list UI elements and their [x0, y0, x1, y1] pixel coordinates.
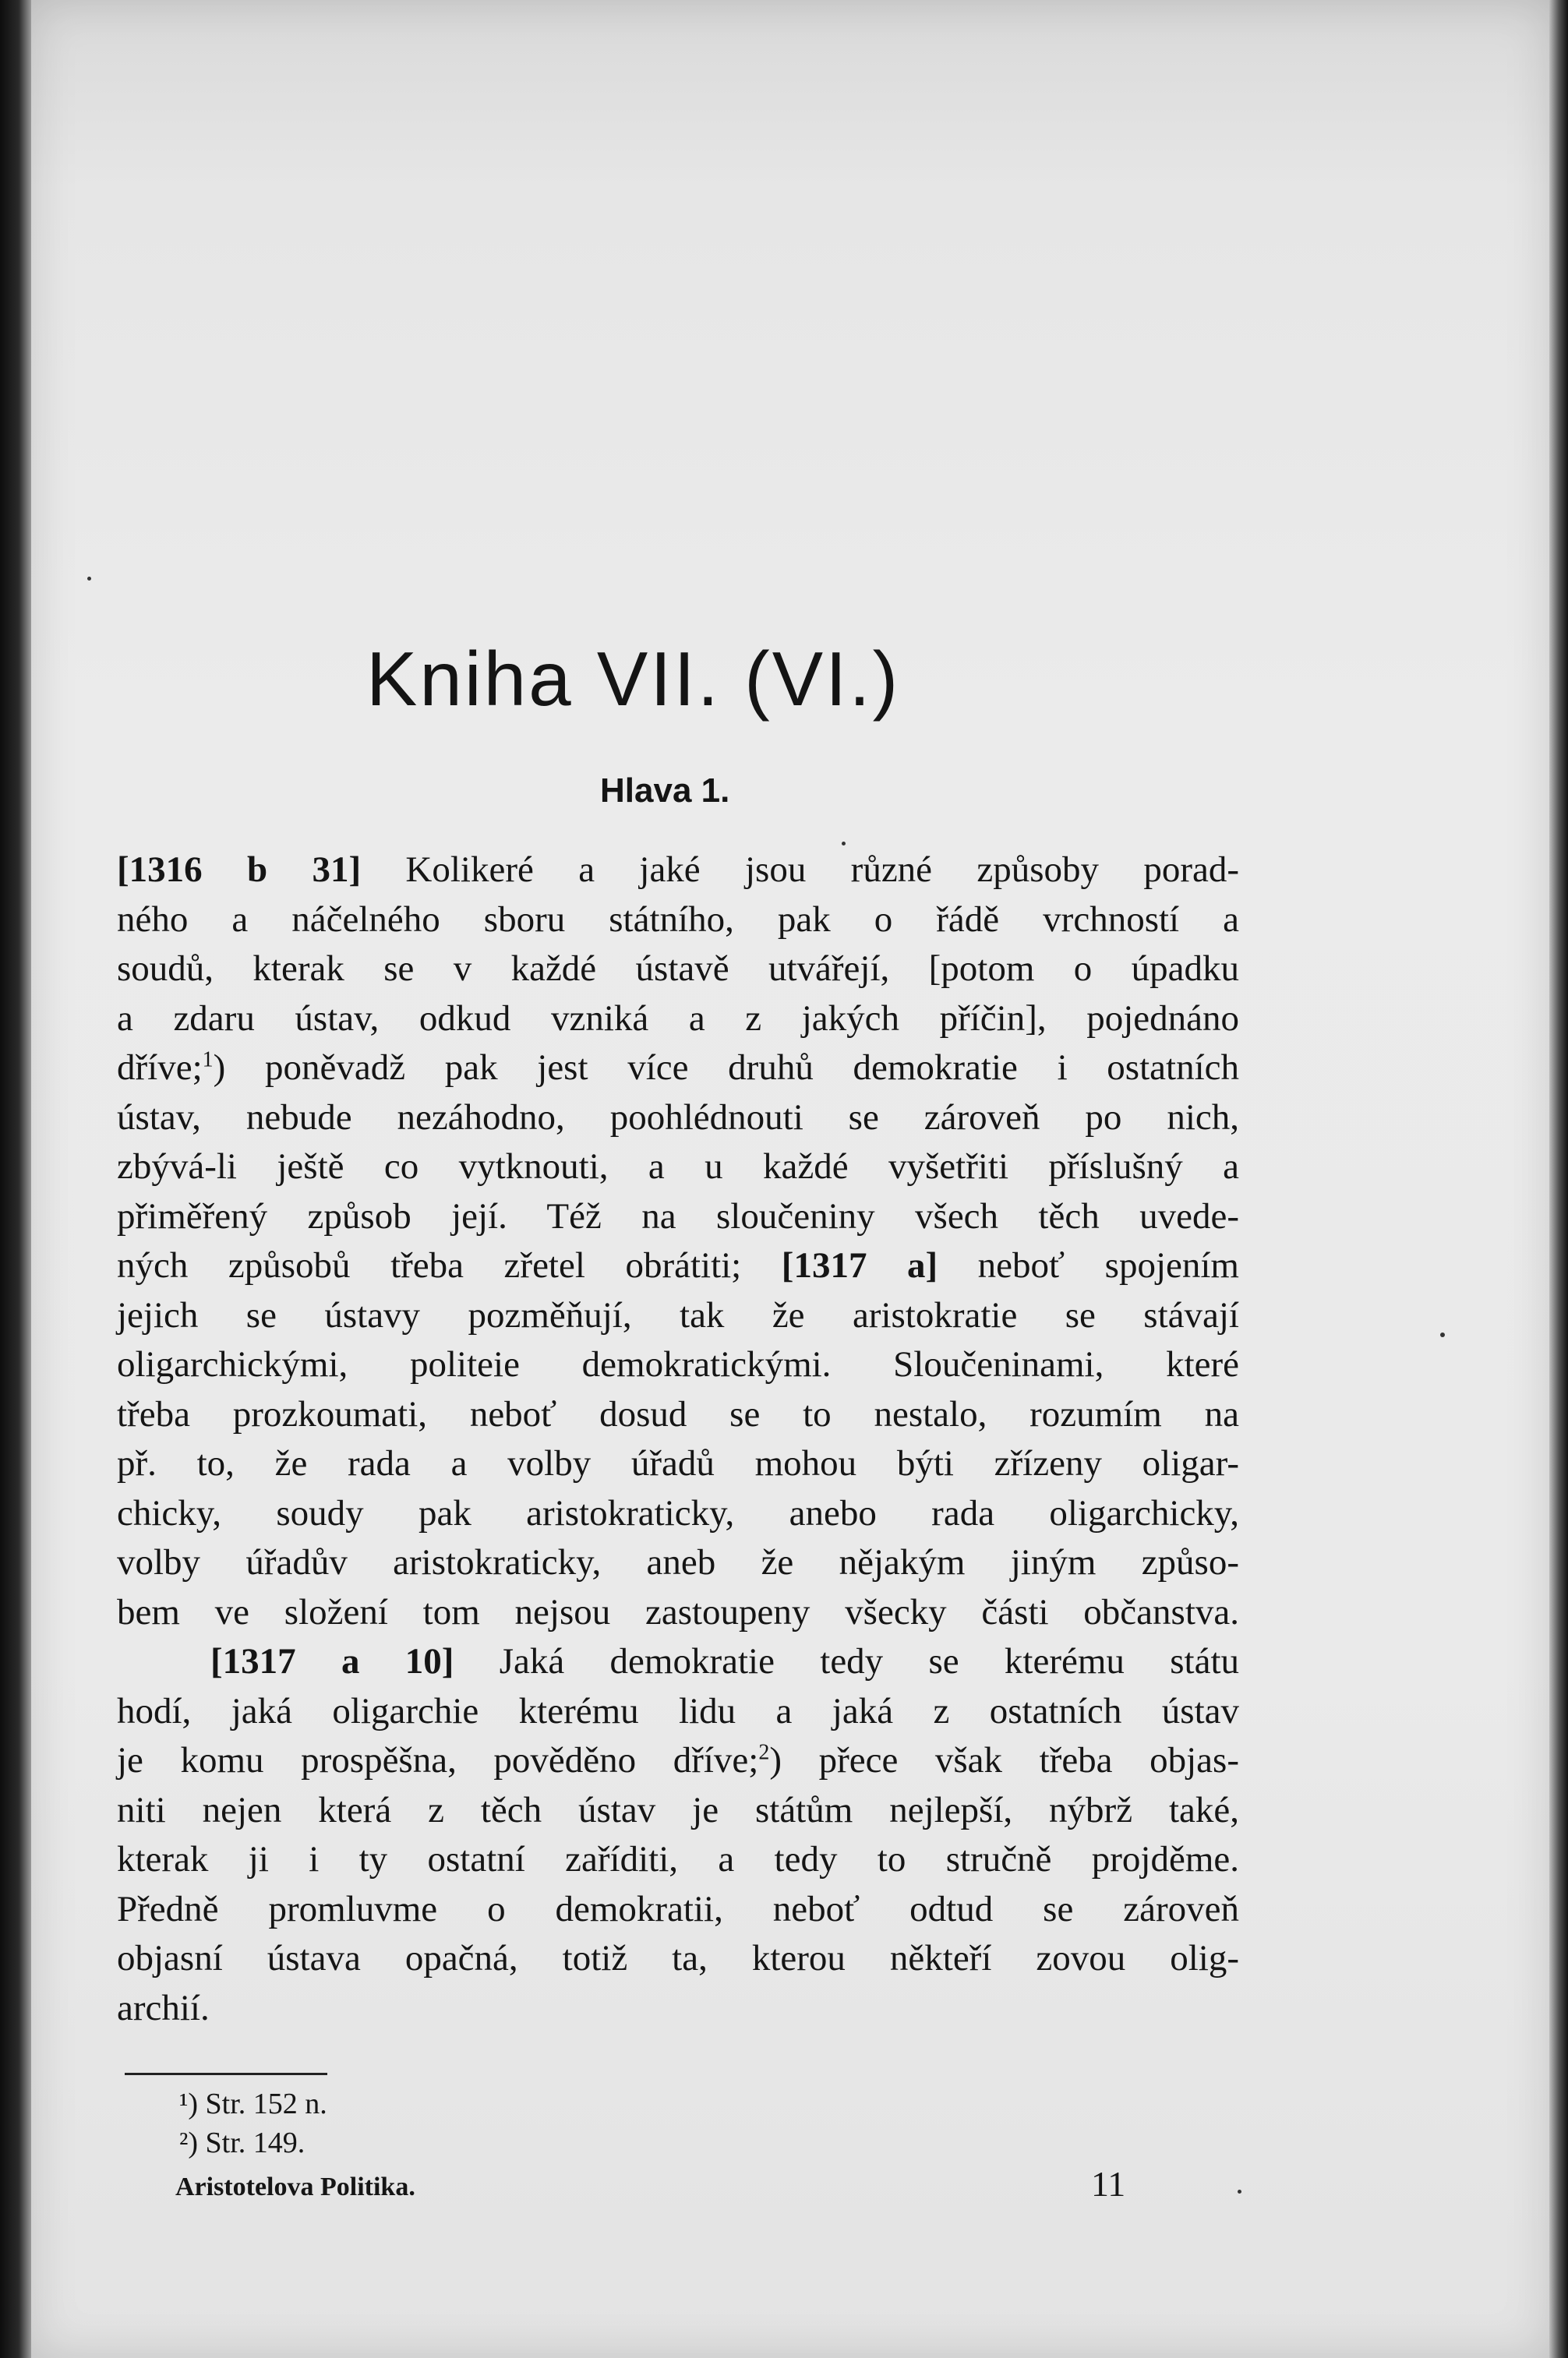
footnotes — [179, 2084, 647, 2162]
text-line — [117, 944, 1239, 994]
bekker-reference: [1317 a 10] — [210, 1641, 454, 1682]
body-text — [117, 845, 1239, 2033]
text-line — [117, 895, 1239, 945]
text-line — [117, 1588, 1239, 1638]
line-text: Kolikeré a jaké jsou různé způsoby porad- — [361, 849, 1240, 890]
text-line — [117, 1687, 1239, 1737]
footer-source: Aristotelova Politika. — [175, 2173, 415, 2201]
line-text: bem ve složení tom nejsou zastoupeny všecky části občanstva. — [117, 1591, 1239, 1633]
line-text-continued: ) přece však třeba objas- — [769, 1740, 1239, 1781]
line-text: kterak ji i ty ostatní zaříditi, a tedy to stručně projděme. — [117, 1839, 1239, 1880]
text-line — [117, 1439, 1239, 1489]
footnote — [179, 2123, 647, 2162]
footnote — [179, 2084, 647, 2123]
footnote-text: Str. 152 n. — [198, 2088, 327, 2120]
line-text: je komu prospěšna, pověděno dříve; — [117, 1740, 759, 1781]
line-text: objasní ústava opačná, totiž ta, kterou někteří zovou olig- — [117, 1938, 1239, 1979]
bekker-reference: [1317 a] — [741, 1245, 938, 1286]
line-text: a zdaru ústav, odkud vzniká a z jakých příčin], pojednáno — [117, 997, 1239, 1039]
line-text: oligarchickými, politeie demokratickými. Sloučeninami, které — [117, 1344, 1239, 1385]
text-line — [117, 1786, 1239, 1836]
line-text: Jaká demokratie tedy se kterému státu — [454, 1641, 1239, 1682]
text-line — [117, 1736, 1239, 1786]
scan-speck — [1440, 1333, 1445, 1337]
page-number: 11 — [1091, 2164, 1126, 2204]
text-line — [117, 1142, 1239, 1192]
line-text: zbývá-li ještě co vytknouti, a u každé vyšetřiti příslušný a — [117, 1146, 1239, 1187]
scan-speck — [1238, 2190, 1241, 2194]
text-line — [117, 1489, 1239, 1539]
line-text: archií. — [117, 1987, 210, 2028]
text-line — [117, 1192, 1239, 1242]
line-text: třeba prozkoumati, neboť dosud se to nestalo, rozumím na — [117, 1393, 1239, 1435]
text-line — [117, 1291, 1239, 1341]
footnote-mark: ²) — [179, 2127, 199, 2159]
text-line — [117, 1885, 1239, 1935]
line-text: volby úřadův aristokraticky, aneb že nějakým jiným způso- — [117, 1542, 1239, 1583]
line-text: ústav, nebude nezáhodno, poohlédnouti se zároveň po nich, — [117, 1096, 1239, 1138]
line-text: hodí, jaká oligarchie kterému lidu a jaká z ostatních ústav — [117, 1690, 1239, 1731]
text-line — [117, 1984, 1239, 2034]
line-text: dříve; — [117, 1047, 203, 1088]
scan-right-edge — [1549, 0, 1568, 2358]
scan-speck — [87, 577, 91, 581]
line-text: ných způsobů třeba zřetel obrátiti; — [117, 1245, 742, 1286]
text-line — [117, 994, 1239, 1044]
bekker-reference: [1316 b 31] — [117, 849, 362, 890]
text-line — [117, 1934, 1239, 1984]
line-text-continued: ) poněvadž pak jest více druhů demokratie i ostatních — [213, 1047, 1239, 1088]
line-text: jejich se ústavy pozměňují, tak že aristokratie se stávají — [117, 1294, 1239, 1336]
chapter-heading: Hlava 1. — [600, 771, 730, 810]
line-text: chicky, soudy pak aristokraticky, anebo rada oligarchicky, — [117, 1492, 1239, 1534]
footnote-marker: 1 — [202, 1047, 214, 1072]
text-line — [117, 1043, 1239, 1093]
text-line — [117, 1241, 1239, 1291]
footnote-mark: ¹) — [179, 2088, 199, 2120]
line-text: ného a náčelného sboru státního, pak o řádě vrchností a — [117, 898, 1239, 940]
text-line — [117, 1835, 1239, 1885]
line-text: př. to, že rada a volby úřadů mohou býti zřízeny oligar- — [117, 1443, 1239, 1484]
text-line — [117, 1390, 1239, 1440]
text-line — [117, 1340, 1239, 1390]
line-text: Předně promluvme o demokratii, neboť odtud se zároveň — [117, 1888, 1239, 1929]
footnote-text: Str. 149. — [198, 2127, 305, 2159]
footnote-rule — [125, 2073, 327, 2075]
line-text: niti nejen která z těch ústav je státům nejlepší, nýbrž také, — [117, 1789, 1239, 1830]
text-line — [117, 1637, 1239, 1687]
text-line — [117, 1538, 1239, 1588]
text-line — [117, 845, 1239, 895]
book-title: Kniha VII. (VI.) — [366, 636, 901, 722]
line-text: přiměřený způsob její. Též na sloučeniny všech těch uvede- — [117, 1195, 1239, 1237]
line-text-continued: neboť spojením — [938, 1245, 1239, 1286]
scan-left-edge — [0, 0, 31, 2358]
line-text: soudů, kterak se v každé ústavě utvářejí, [potom o úpadku — [117, 948, 1239, 989]
footnote-marker: 2 — [758, 1740, 770, 1765]
text-line — [117, 1093, 1239, 1143]
